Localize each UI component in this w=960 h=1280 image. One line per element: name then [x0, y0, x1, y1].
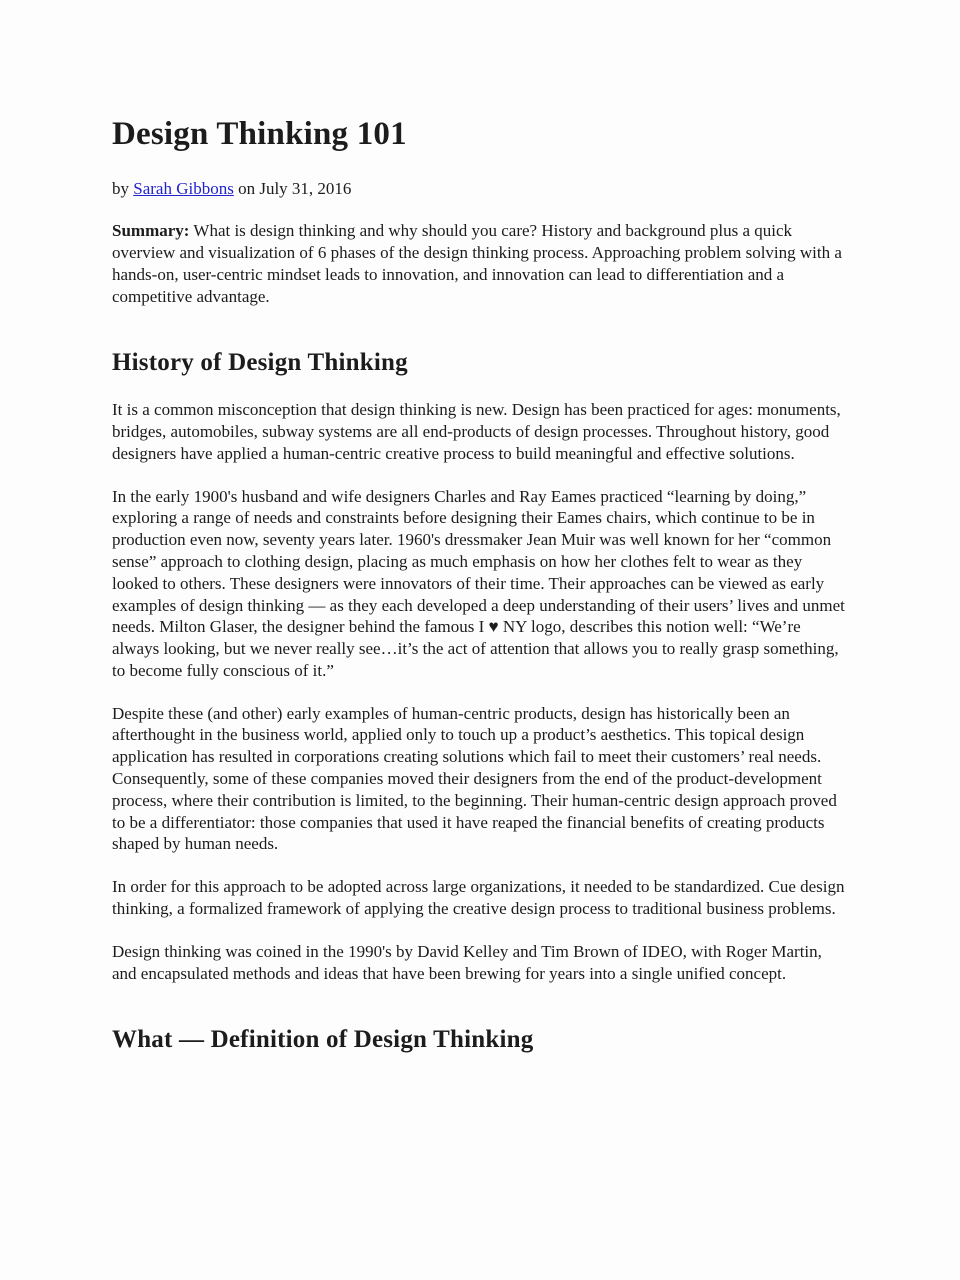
author-link[interactable]: Sarah Gibbons — [133, 178, 234, 198]
summary-text: What is design thinking and why should you care? History and background plus a quick overview and visualization of 6 phases of the design thinking process. Approaching problem solving with a hands-on, user-centric mindset leads to innovation, and innovation can lead to differentiation and a competitive advantage. — [112, 221, 842, 306]
summary-label: Summary: — [112, 221, 190, 241]
section-heading: History of Design Thinking — [112, 349, 408, 377]
paragraph: In the early 1900's husband and wife designers Charles and Ray Eames practiced “learning by doing,” exploring a range of needs and constraints before designing their Eames chairs, which continue to be in production even now, seventy years later. 1960's dressmaker Jean Muir was well known for her “common sense” approach to clothing design, placing as much emphasis on how her clothes felt to wear as they looked to others. These designers were innovators of their time. Their approaches can be viewed as early examples of design thinking — as they each developed a deep understanding of their users’ lives and unmet needs. Milton Glaser, the designer behind the famous I ♥ NY logo, describes this notion well: “We’re always looking, but we never really see…it’s the act of attention that allows you to really grasp something, to become fully conscious of it.” — [112, 486, 845, 680]
sections — [112, 349, 850, 1055]
byline — [112, 178, 850, 199]
summary — [112, 220, 850, 307]
paragraph: Despite these (and other) early examples of human-centric products, design has historically been an afterthought in the business world, applied only to touch up a product’s aesthetics. This topical design application has resulted in corporations creating solutions which fail to meet their customers’ real needs. Consequently, some of these companies moved their designers from the end of the product-development process, where their contribution is limited, to the beginning. Their human-centric design approach proved to be a differentiator: those companies that used it have reaped the financial benefits of creating products shaped by human needs. — [112, 703, 837, 854]
section-heading: What — Definition of Design Thinking — [112, 1026, 534, 1054]
paragraph: Design thinking was coined in the 1990's by David Kelley and Tim Brown of IDEO, with Roger Martin, and encapsulated methods and ideas that have been brewing for years into a single unified concept. — [112, 941, 822, 983]
paragraph: In order for this approach to be adopted across large organizations, it needed to be standardized. Cue design thinking, a formalized framework of applying the creative design process to traditional business problems. — [112, 877, 845, 919]
byline-date: on July 31, 2016 — [238, 178, 352, 198]
byline-prefix: by — [112, 178, 129, 198]
page-title: Design Thinking 101 — [112, 116, 407, 152]
paragraph: It is a common misconception that design thinking is new. Design has been practiced for ages: monuments, bridges, automobiles, subway systems are all end-products of design processes. Throughout history, good designers have applied a human-centric creative process to build meaningful and effective solutions. — [112, 400, 841, 463]
